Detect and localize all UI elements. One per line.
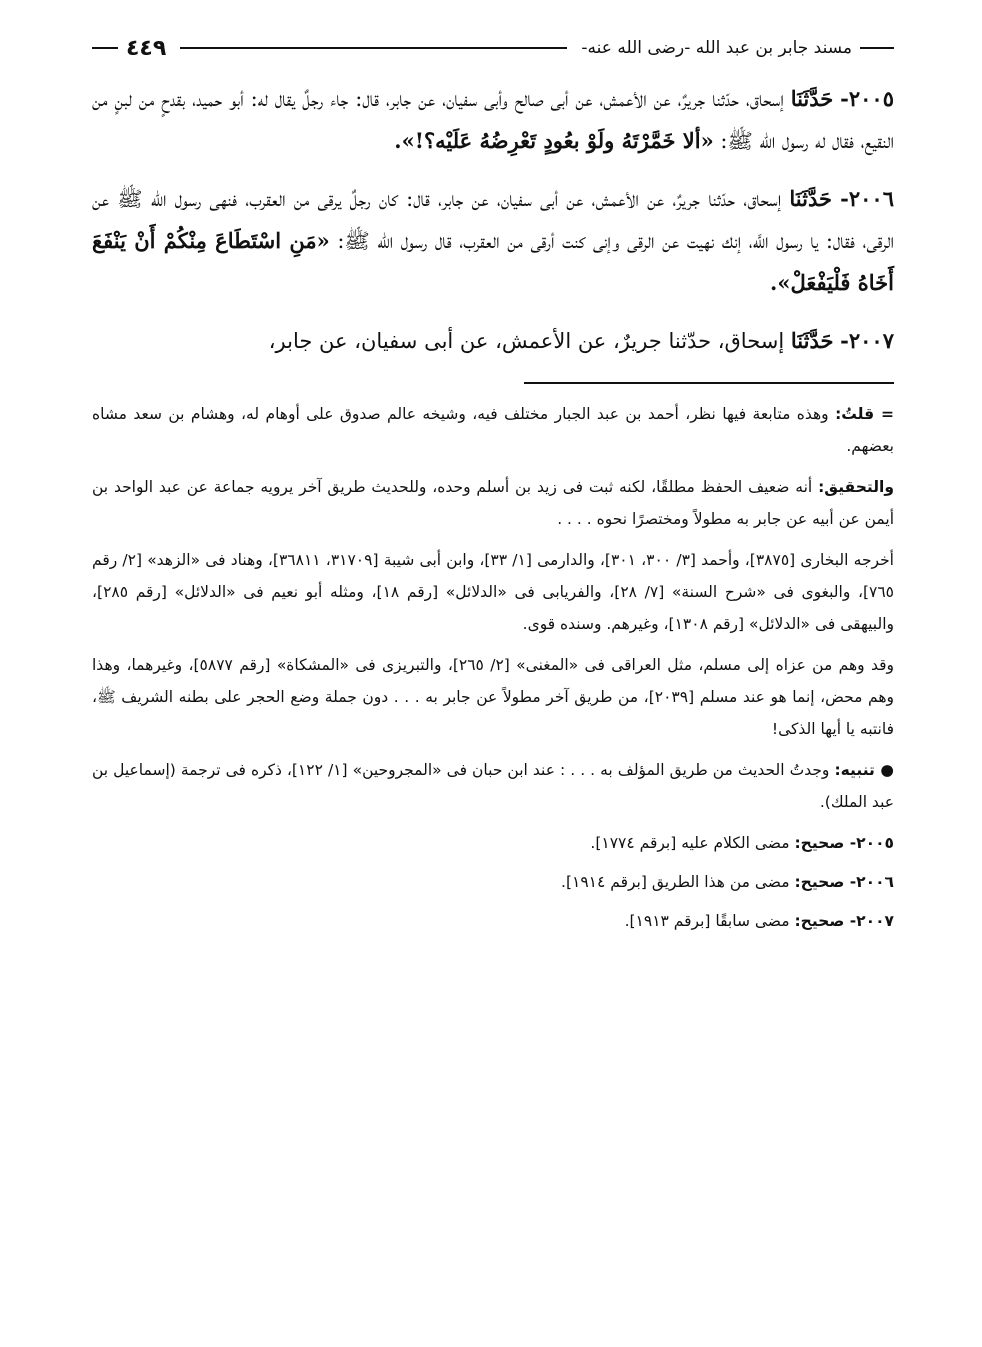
hadith-quote: «مَنِ اسْتَطَاعَ مِنْكُمْ أَنْ يَنْفَعَ أَخَاهُ فَلْيَفْعَلْ». [92, 228, 894, 295]
grading-item [92, 827, 894, 859]
hadith-lead: حَدَّثَنَا [790, 328, 834, 353]
footnote-paragraph [92, 398, 894, 462]
footnote-keyword: والتحقيق: [818, 478, 894, 496]
page-number: ٤٤٩ [126, 35, 167, 61]
footnote-paragraph [92, 754, 894, 818]
footnote-text: وهذه متابعة فيها نظر، أحمد بن عبد الجبار مختلف فيه، وشيخه عالم صدوق على أوهام له، وهشام بن سعد مشاه بعضهم. [92, 405, 894, 455]
footnote-keyword: ● تنبيه: [834, 761, 894, 779]
hadith-text: إسحاق، حدّثنا جريرٌ، عن الأعمش، عن أبى سفيان، عن جابر، [268, 329, 785, 353]
hadith-text: إسحاق، حدّثنا جريرٌ، عن الأعمش، عن أبى سفيان، عن جابر، قال: كان رجلٌ يرقى من العقرب، فنهى رسول الله ﷺ عن الرقى، فقال: يا رسول اللَّه، إنك نهيت عن الرقى وإنى كنت أرقى من العقرب، قال رسول الله ﷺ: [92, 187, 894, 253]
footnote-text: أخرجه البخارى [٣٨٧٥]، وأحمد [٣/ ٣٠٠، ٣٠١]، والدارمى [١/ ٣٣]، وابن أبى شيبة [٣١٧٠٩، ٣٦٨١١]، وهناد فى «الزهد» [٢/ رقم ٧٦٥]، والبغوى فى «شرح السنة» [٧/ ٢٨]، والفريابى فى «الدلائل» [رقم ١٨]، ومثله أبو نعيم فى «الدلائل» [رقم ٢٨٥]، والبيهقى فى «الدلائل» [رقم ١٣٠٨]، وغيرهم. وسنده قوى. [92, 551, 895, 633]
footnote-text: وقد وهم من عزاه إلى مسلم، مثل العراقى فى «المغنى» [٢/ ٢٦٥]، والتبريزى فى «المشكاة» [رقم ٥٨٧٧]، وغيرهما، وهذا وهم محض، إنما هو عند مسلم [٢٠٣٩]، من طريق آخر مطولاً عن جابر به . . . دون جملة وضع الحجر على بطنه الشريف ﷺ، فانتبه يا أيها الذكى! [92, 656, 894, 738]
footnote-paragraph [92, 544, 894, 640]
grading-text: مضى سابقًا [برقم ١٩١٣]. [624, 912, 790, 930]
hadith-quote: «ألا خَمَّرْتَهُ ولَوْ بعُودٍ تَعْرِضُهُ عَلَيْه؟!». [394, 128, 714, 153]
page-header [92, 28, 894, 68]
hadith-2007 [92, 320, 894, 362]
grading-text: مضى الكلام عليه [برقم ١٧٧٤]. [590, 834, 790, 852]
hadith-number: ٢٠٠٧- [840, 328, 894, 353]
hadith-2005 [92, 78, 894, 162]
footnote-text: أنه ضعيف الحفظ مطلقًا، لكنه ثبت فى زيد بن أسلم وحده، وللحديث طريق آخر يرويه جماعة عن عبد الواحد بن أيمن عن أبيه عن جابر به مطولاً ومختصرًا نحوه . . . . [92, 478, 894, 528]
hadith-lead: حَدَّثَنَا [789, 186, 832, 211]
hadith-text: إسحاق، حدّثنا جريرٌ، عن الأعمش، عن أبى صالح وأبى سفيان، عن جابر، قال: جاء رجلٌ يقال له: أبو حميد، بقدحٍ من لبنٍ من النقيع، فقال له رسول الله ﷺ: [92, 87, 894, 153]
hadith-number: ٢٠٠٦- [840, 186, 894, 211]
footnote-separator [524, 382, 894, 384]
hadith-lead: حَدَّثَنَا [790, 86, 834, 111]
header-dash-left [92, 47, 118, 49]
footnote-keyword: = قلتُ: [835, 405, 894, 423]
main-text [92, 78, 894, 362]
grading-list [92, 827, 894, 937]
grading-item [92, 866, 894, 898]
header-dash-right [860, 47, 894, 49]
grading-label: ٢٠٠٦- صحيح: [794, 873, 894, 891]
grading-item [92, 905, 894, 937]
footnote-paragraph [92, 471, 894, 535]
footnotes [92, 398, 894, 937]
grading-label: ٢٠٠٧- صحيح: [794, 912, 894, 930]
header-rule [180, 47, 567, 49]
hadith-2006 [92, 178, 894, 304]
footnote-paragraph [92, 649, 894, 745]
grading-label: ٢٠٠٥- صحيح: [794, 834, 894, 852]
hadith-number: ٢٠٠٥- [840, 86, 894, 111]
grading-text: مضى من هذا الطريق [برقم ١٩١٤]. [561, 873, 790, 891]
running-title: مسند جابر بن عبد الله -رضى الله عنه- [581, 38, 852, 58]
footnote-text: وجدتُ الحديث من طريق المؤلف به . . . : عند ابن حبان فى «المجروحين» [١/ ١٢٢]، ذكره فى ترجمة (إسماعيل بن عبد الملك). [92, 761, 894, 811]
